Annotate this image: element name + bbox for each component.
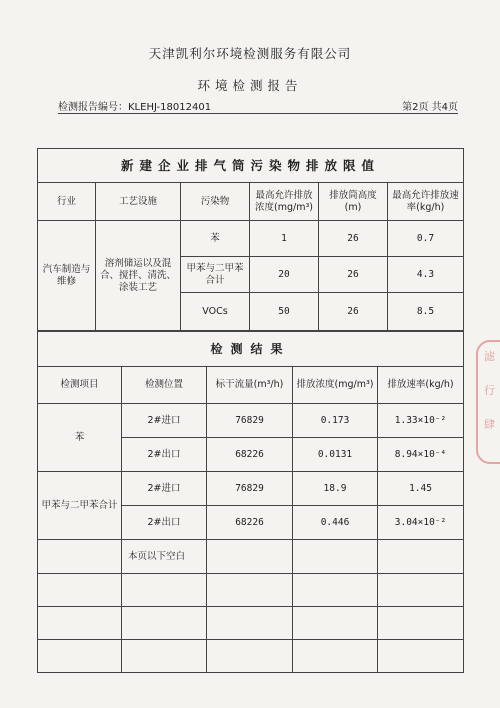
header-position: 检测位置	[122, 367, 207, 404]
result-flow: 68226	[207, 506, 293, 540]
header-max-rate: 最高允许排放速率(kg/h)	[388, 183, 464, 221]
result-rate: 8.94×10⁻⁴	[378, 438, 464, 472]
result-position: 2#进口	[122, 404, 207, 438]
result-item-toluene-xylene: 甲苯与二甲苯合计	[38, 472, 122, 540]
header-rule	[58, 113, 458, 114]
header-industry: 行业	[38, 183, 96, 221]
blank-cell	[207, 640, 293, 673]
limit-conc: 20	[250, 257, 319, 293]
blank-cell	[122, 574, 207, 607]
header-rate: 排放速率(kg/h)	[378, 367, 464, 404]
header-process: 工艺设施	[96, 183, 181, 221]
blank-cell	[293, 574, 378, 607]
limit-rate: 0.7	[388, 221, 464, 257]
stamp-char: 行	[484, 384, 495, 397]
limit-pollutant: 甲苯与二甲苯合计	[181, 257, 250, 293]
blank-cell	[207, 607, 293, 640]
header-conc: 排放浓度(mg/m³)	[293, 367, 378, 404]
limit-pollutant: 苯	[181, 221, 250, 257]
report-number: 检测报告编号：KLEHJ-18012401	[58, 102, 212, 113]
blank-cell	[207, 574, 293, 607]
process-cell: 溶剂储运以及混合、搅拌、清洗、涂装工艺	[96, 221, 181, 331]
red-stamp	[476, 340, 500, 464]
blank-cell	[122, 640, 207, 673]
header-item: 检测项目	[38, 367, 122, 404]
limit-height: 26	[319, 221, 388, 257]
blank-cell	[38, 607, 122, 640]
page-info: 第2页 共4页	[402, 102, 458, 113]
limit-height: 26	[319, 293, 388, 331]
result-conc: 0.446	[293, 506, 378, 540]
header-stack-height: 排放筒高度(m)	[319, 183, 388, 221]
result-conc: 18.9	[293, 472, 378, 506]
blank-cell	[293, 607, 378, 640]
blank-cell	[293, 540, 378, 574]
company-name: 天津凯利尔环境检测服务有限公司	[148, 46, 352, 61]
blank-cell	[122, 607, 207, 640]
result-position: 2#进口	[122, 472, 207, 506]
result-flow: 76829	[207, 472, 293, 506]
limit-conc: 50	[250, 293, 319, 331]
limits-table-title: 新建企业排气筒污染物排放限值	[38, 149, 464, 183]
results-table	[37, 331, 464, 673]
stamp-char: 滤	[484, 350, 495, 363]
limit-pollutant: VOCs	[181, 293, 250, 331]
limit-rate: 4.3	[388, 257, 464, 293]
limits-table	[37, 148, 464, 331]
industry-cell: 汽车制造与维修	[38, 221, 96, 331]
blank-cell	[378, 540, 464, 574]
stamp-char: 肆	[484, 418, 495, 431]
result-rate: 1.33×10⁻²	[378, 404, 464, 438]
blank-cell	[38, 574, 122, 607]
result-conc: 0.0131	[293, 438, 378, 472]
result-flow: 76829	[207, 404, 293, 438]
blank-cell	[378, 640, 464, 673]
header-max-conc: 最高允许排放浓度(mg/m³)	[250, 183, 319, 221]
blank-cell	[207, 540, 293, 574]
blank-cell	[38, 540, 122, 574]
result-rate: 1.45	[378, 472, 464, 506]
blank-note: 本页以下空白	[122, 540, 207, 574]
limit-height: 26	[319, 257, 388, 293]
header-flow: 标干流量(m³/h)	[207, 367, 293, 404]
results-table-title: 检测结果	[38, 332, 464, 367]
limit-rate: 8.5	[388, 293, 464, 331]
blank-cell	[38, 640, 122, 673]
blank-cell	[378, 607, 464, 640]
report-title: 环境检测报告	[197, 78, 303, 93]
header-pollutant: 污染物	[181, 183, 250, 221]
blank-cell	[378, 574, 464, 607]
result-position: 2#出口	[122, 506, 207, 540]
blank-cell	[293, 640, 378, 673]
result-conc: 0.173	[293, 404, 378, 438]
result-flow: 68226	[207, 438, 293, 472]
result-item-benzene: 苯	[38, 404, 122, 472]
result-position: 2#出口	[122, 438, 207, 472]
result-rate: 3.04×10⁻²	[378, 506, 464, 540]
limit-conc: 1	[250, 221, 319, 257]
